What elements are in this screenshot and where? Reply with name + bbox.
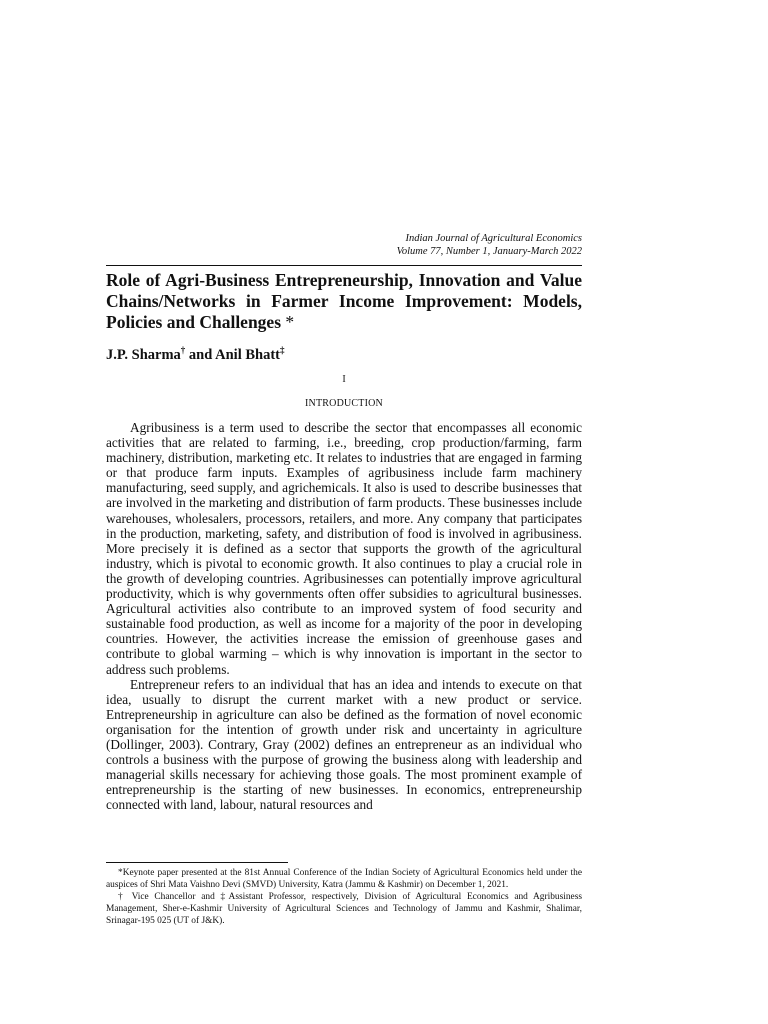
author-1: J.P. Sharma — [106, 346, 181, 363]
article-title-text: Role of Agri-Business Entrepreneurship, Innovation and Value Chains/Networks in Farmer Income Improvement: Models, Policies and Challenges — [106, 270, 582, 332]
section-heading: INTRODUCTION — [305, 398, 383, 409]
footnote: † Vice Chancellor and ‡Assistant Professor, respectively, Division of Agricultural Economics and Agribusiness Management, Sher-e-Kashmir University of Agricultural Sciences and Technology of Jammu and Kashmir, Shalimar, Srinagar-195 025 (UT of J&K). — [106, 892, 582, 926]
footnotes — [106, 867, 582, 927]
footnote: *Keynote paper presented at the 81st Annual Conference of the Indian Society of Agricultural Economics held under the auspices of Shri Mata Vaishno Devi (SMVD) University, Katra (Jammu & Kashmir) on December 1, 2021. — [106, 868, 582, 890]
author-line — [106, 345, 285, 364]
author-1-marker: † — [180, 345, 186, 355]
paragraph: Agribusiness is a term used to describe the sector that encompasses all economic activities that are related to farming, i.e., breeding, crop production/farming, farm machinery, distribution, marketing etc. It relates to industries that are engaged in farming or that produce farm inputs. Examples of agribusiness include farm machinery manufacturing, seed supply, and agrichemicals. It also is used to describe businesses that are involved in the marketing and distribution of farm products. These businesses include warehouses, wholesalers, processors, retailers, and more. Any company that participates in the production, marketing, safety, and distribution of food is involved in agribusiness. More precisely it is defined as a sector that supports the growth of the agricultural industry, which is pivotal to economic growth. It also continues to play a crucial role in the growth of developing countries. Agribusinesses can potentially improve agricultural productivity, which is why governments often offer subsidies to agricultural businesses. Agricultural activities also contribute to an improved system of food security and sustainable food production, as well as income for a majority of the poor in developing countries. However, the activities increase the emission of greenhouse gases and contribute to global warming – which is why innovation is important in the sector to address such problems. — [106, 420, 582, 677]
article-title — [106, 270, 582, 333]
body-text — [106, 420, 582, 812]
header-divider — [106, 265, 582, 266]
title-footnote-marker: * — [285, 312, 295, 332]
author-2-marker: ‡ — [280, 345, 285, 355]
section-numeral: I — [342, 374, 346, 385]
journal-name: Indian Journal of Agricultural Economics — [405, 233, 582, 244]
author-connector: and — [185, 346, 216, 363]
paragraph: Entrepreneur refers to an individual that has an idea and intends to execute on that idea, usually to disrupt the current market with a new product or service. Entrepreneurship in agriculture can also be defined as the formation of novel economic organisation for the intention of growth under risk and uncertainty in agriculture (Dollinger, 2003). Contrary, Gray (2002) defines an entrepreneur as an individual who controls a business with the purpose of growing the business along with leadership and managerial skills necessary for achieving those goals. The most prominent example of entrepreneurship is the starting of new businesses. In economics, entrepreneurship connected with land, labour, natural resources and — [106, 676, 582, 813]
journal-header — [397, 232, 582, 258]
author-2: Anil Bhatt — [215, 346, 281, 363]
footnote-divider — [106, 862, 288, 863]
journal-issue: Volume 77, Number 1, January-March 2022 — [396, 246, 582, 257]
